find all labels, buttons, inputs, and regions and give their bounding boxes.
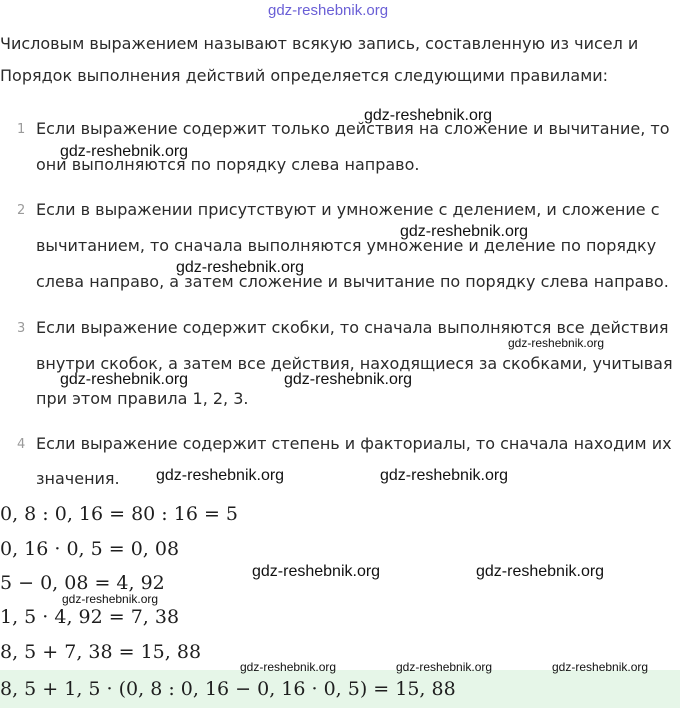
rule-number-2: 2 xyxy=(17,203,26,218)
rule-2-line-2: вычитанием, то сначала выполняются умножение и деление по порядку xyxy=(36,236,657,255)
watermark: gdz-reshebnik.org xyxy=(240,660,337,674)
watermark: gdz-reshebnik.org xyxy=(508,336,605,350)
watermark: gdz-reshebnik.org xyxy=(156,467,285,484)
watermark: gdz-reshebnik.org xyxy=(364,107,493,124)
rule-number-3: 3 xyxy=(17,321,26,336)
intro-line-1: Числовым выражением называют всякую запись, составленную из чисел и xyxy=(0,34,639,53)
watermark: gdz-reshebnik.org xyxy=(396,660,493,674)
rule-number-4: 4 xyxy=(17,437,26,452)
watermark: gdz-reshebnik.org xyxy=(60,143,189,160)
answer-expression: 8, 5 + 1, 5 · (0, 8 : 0, 16 − 0, 16 · 0, 5) = 15, 88 xyxy=(0,678,456,700)
rule-3-line-3: при этом правила 1, 2, 3. xyxy=(36,389,249,408)
watermark: gdz-reshebnik.org xyxy=(62,592,159,606)
step-3: 5 − 0, 08 = 4, 92 xyxy=(0,572,165,594)
watermark: gdz-reshebnik.org xyxy=(176,259,305,276)
rule-number-1: 1 xyxy=(17,122,26,137)
watermark: gdz-reshebnik.org xyxy=(552,660,649,674)
watermark-top: gdz-reshebnik.org xyxy=(268,2,389,19)
rule-2-line-1: Если в выражении присутствуют и умножение с делением, и сложение с xyxy=(36,200,660,219)
rule-3-line-2: внутри скобок, а затем все действия, находящиеся за скобками, учитывая xyxy=(36,354,673,373)
rule-2-line-3: слева направо, а затем сложение и вычитание по порядку слева направо. xyxy=(36,272,669,291)
watermark: gdz-reshebnik.org xyxy=(252,563,381,580)
intro-line-2: Порядок выполнения действий определяется следующими правилами: xyxy=(0,66,609,85)
rule-3-line-1: Если выражение содержит скобки, то сначала выполняются все действия xyxy=(36,318,669,337)
rule-4-line-2: значения. xyxy=(36,469,120,488)
step-2: 0, 16 · 0, 5 = 0, 08 xyxy=(0,538,180,560)
step-1: 0, 8 : 0, 16 = 80 : 16 = 5 xyxy=(0,503,239,525)
watermark: gdz-reshebnik.org xyxy=(400,223,529,240)
rule-1-line-1: Если выражение содержит только действия на сложение и вычитание, то xyxy=(36,119,670,138)
step-4: 1, 5 · 4, 92 = 7, 38 xyxy=(0,606,180,628)
watermark: gdz-reshebnik.org xyxy=(60,371,189,388)
watermark: gdz-reshebnik.org xyxy=(284,371,413,388)
step-5: 8, 5 + 7, 38 = 15, 88 xyxy=(0,641,202,663)
watermark: gdz-reshebnik.org xyxy=(476,563,605,580)
rule-4-line-1: Если выражение содержит степень и факториалы, то сначала находим их xyxy=(36,434,672,453)
watermark: gdz-reshebnik.org xyxy=(380,467,509,484)
rule-1-line-2: они выполняются по порядку слева направо. xyxy=(36,155,420,174)
